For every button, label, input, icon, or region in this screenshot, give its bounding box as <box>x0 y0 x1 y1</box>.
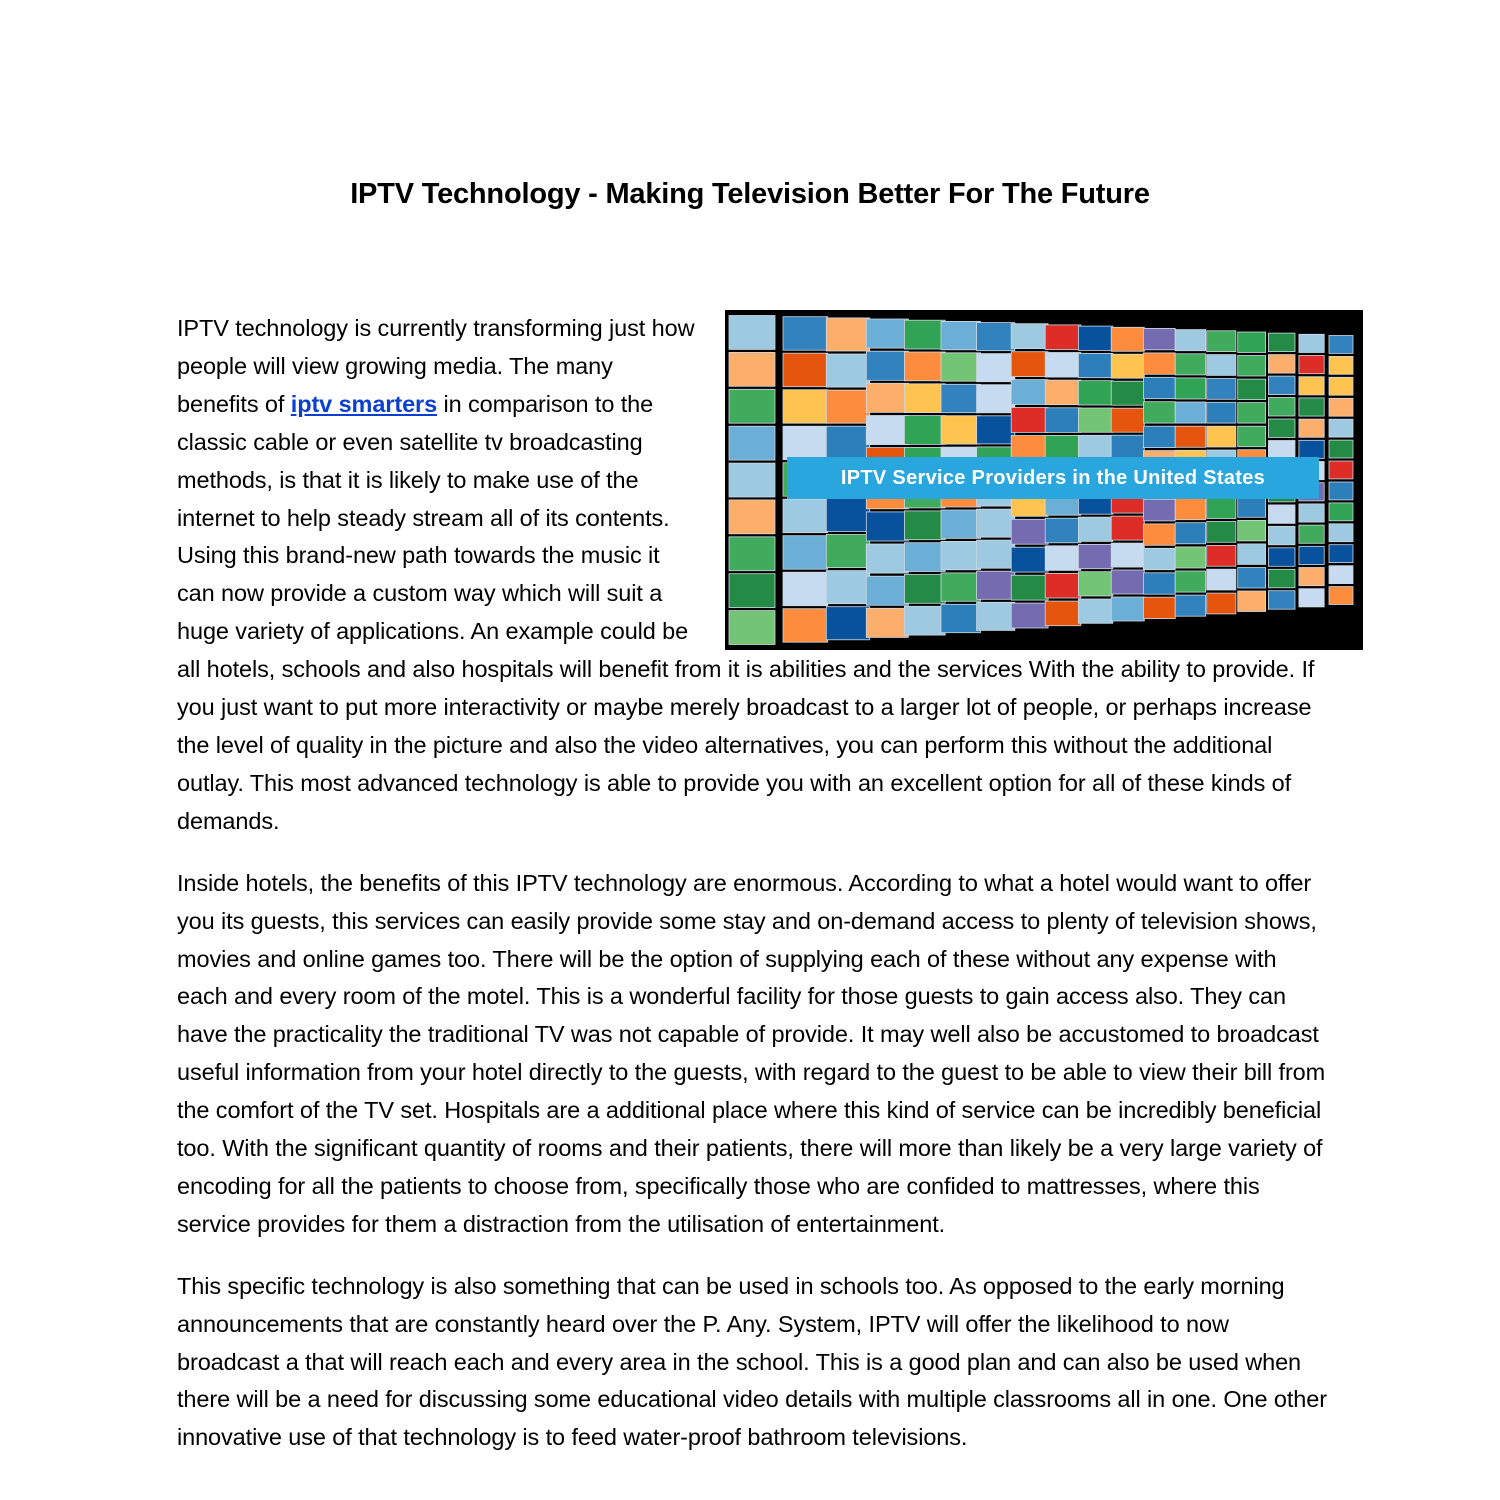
tv-screen-tile <box>1238 332 1266 353</box>
tv-screen-tile <box>1078 435 1112 459</box>
tv-screen-tile <box>1207 355 1236 376</box>
tv-screen-tile <box>1045 573 1081 598</box>
tv-screen-tile <box>1143 377 1175 398</box>
tv-screen-tile <box>1078 326 1112 350</box>
tv-screen-tile <box>866 383 908 412</box>
tv-screen-tile <box>826 354 869 387</box>
tv-screen-tile <box>1111 516 1144 540</box>
tv-screen-tile <box>1143 548 1175 569</box>
tv-screen-tile <box>1299 356 1324 374</box>
tv-screen-tile <box>977 385 1015 413</box>
tv-screen-tile <box>729 426 775 460</box>
tv-screen-tile <box>977 354 1015 382</box>
tv-screen-tile <box>1329 503 1353 521</box>
tv-screen-tile <box>1175 378 1206 399</box>
tv-screen-tile <box>941 416 981 444</box>
tv-screen-tile <box>1207 569 1236 590</box>
tv-screen-tile <box>1268 548 1295 567</box>
tv-screen-tile <box>1143 573 1175 594</box>
tv-screen-tile <box>866 544 908 573</box>
paragraph-3: This specific technology is also something that can be used in schools too. As opposed to the early morning announcements that are constantly heard over the P. Any. System, IPTV will offer the likelihood to now broadcast a that will reach each and every area in the school. This is a good plan and can also be used when there will be a need for discussing some educational video details with multiple classrooms all in one. One other innovative use of that technology is to feed water-proof bathroom televisions. <box>177 1272 1327 1451</box>
tv-screen-tile <box>783 536 828 570</box>
paragraph-1-text-end: in comparison to the classic cable or even satellite tv broadcasting methods, is that it is likely to make use of the internet to help steady stream all of its contents. Using this brand-new path towards the music it can now provide a custom way which will suit a huge variety of applications. An example could be all hotels, schools and also hospitals will benefit from it is abilities and the services With the ability to provide. If you just want to put more interactivity or maybe merely broadcast to a larger lot of people, or perhaps increase the level of quality in the picture and also the video alternatives, you can perform this without the additional outlay. This most advanced technology is able to provide you with an excellent option for all of these kinds of demands. <box>177 390 1315 834</box>
tv-screen-tile <box>783 353 828 387</box>
tv-screen-tile <box>1268 419 1295 438</box>
tv-screen-tile <box>1078 544 1112 568</box>
tv-screen-tile <box>1143 402 1175 423</box>
tv-screen-tile <box>977 571 1015 599</box>
tv-screen-tile <box>1011 547 1048 572</box>
tv-screen-tile <box>977 540 1015 568</box>
tv-screen-tile <box>1175 595 1206 616</box>
tv-screen-tile <box>904 352 945 381</box>
tv-screen-tile <box>1078 599 1112 623</box>
tv-screen-tile <box>729 500 775 534</box>
tv-screen-tile <box>1045 325 1081 350</box>
tv-screen-tile <box>1268 376 1295 395</box>
tv-screen-tile <box>783 317 828 351</box>
tv-screen-tile <box>1299 398 1324 416</box>
tv-screen-tile <box>904 606 945 635</box>
tv-screen-tile <box>783 609 828 643</box>
tv-screen-tile <box>1143 328 1175 349</box>
image-banner: IPTV Service Providers in the United States <box>787 457 1319 499</box>
tv-screen-tile <box>1078 353 1112 377</box>
tv-screen-tile <box>1143 426 1175 447</box>
tv-screen-tile <box>1045 408 1081 433</box>
tv-screen-tile <box>1143 524 1175 545</box>
tv-screen-tile <box>1175 354 1206 375</box>
tv-screen-tile <box>1175 402 1206 423</box>
paragraph-1-text-start: IPTV technology is currently transforming just how people will view growing media. The many benefits of <box>177 315 695 417</box>
tv-screen-tile <box>1329 336 1353 354</box>
tv-screen-tile <box>1111 327 1144 351</box>
tv-screen-tile <box>1329 377 1353 395</box>
tv-screen-tile <box>1011 352 1048 377</box>
tv-screen-tile <box>1207 498 1236 519</box>
tv-screen-tile <box>1045 353 1081 378</box>
tv-screen-tile <box>729 389 775 423</box>
tv-screen-tile <box>1011 519 1048 544</box>
tv-screen-tile <box>729 537 775 571</box>
tv-screen-tile <box>1111 435 1144 459</box>
tv-screen-tile <box>1175 426 1206 447</box>
tv-screen-tile <box>826 607 869 640</box>
tv-screen-tile <box>1329 419 1353 437</box>
tv-screen-tile <box>1111 354 1144 378</box>
tv-screen-tile <box>1238 426 1266 447</box>
tv-screen-tile <box>1268 505 1295 524</box>
tv-screen-tile <box>866 319 908 348</box>
tv-screen-tile <box>1329 545 1353 563</box>
tv-screen-tile <box>1299 589 1324 607</box>
tv-screen-tile <box>826 390 869 423</box>
tv-screen-tile <box>941 321 981 349</box>
tv-screen-tile <box>904 543 945 572</box>
tv-screen-tile <box>1078 408 1112 432</box>
tv-screen-tile <box>1268 398 1295 417</box>
tv-screen-tile <box>1078 381 1112 405</box>
tv-screen-tile <box>1238 379 1266 400</box>
tv-screen-tile <box>866 608 908 637</box>
tv-screen-tile <box>1329 482 1353 500</box>
tv-screen-tile <box>729 574 775 608</box>
tv-screen-tile <box>1175 499 1206 520</box>
tv-screen-tile <box>729 611 775 645</box>
tv-screen-tile <box>1268 569 1295 588</box>
tv-screen-tile <box>1207 426 1236 447</box>
tv-screen-tile <box>1299 419 1324 437</box>
tv-screen-tile <box>1045 380 1081 405</box>
tv-screen-tile <box>1238 568 1266 589</box>
tv-screen-tile <box>1299 525 1324 543</box>
tv-screen-tile <box>904 511 945 540</box>
tv-screen-tile <box>941 604 981 632</box>
tv-screen-tile <box>1011 380 1048 405</box>
tv-screen-tile <box>1268 591 1295 610</box>
tv-screen-tile <box>1111 543 1144 567</box>
tv-screen-tile <box>1238 356 1266 377</box>
tv-screen-tile <box>1143 500 1175 521</box>
tv-screen-tile <box>1045 546 1081 571</box>
tv-screen-tile <box>1111 570 1144 594</box>
tv-screen-tile <box>1175 571 1206 592</box>
tv-screen-tile <box>783 499 828 533</box>
tv-screen-tile <box>1268 526 1295 545</box>
tv-screen-tile <box>941 541 981 569</box>
tv-screen-tile <box>1143 353 1175 374</box>
tv-screen-tile <box>1329 356 1353 374</box>
tv-screen-tile <box>1238 497 1266 518</box>
tv-screen-tile <box>1329 524 1353 542</box>
tv-screen-tile <box>1329 461 1353 479</box>
tv-screen-tile <box>1011 575 1048 600</box>
tv-screen-tile <box>1299 504 1324 522</box>
tv-screen-tile <box>1011 603 1048 628</box>
tv-screen-tile <box>1111 408 1144 432</box>
tv-screen-tile <box>1175 523 1206 544</box>
tv-screen-tile <box>1045 518 1081 543</box>
tv-screen-tile <box>1329 587 1353 605</box>
tv-screen-tile <box>1045 601 1081 626</box>
tv-screen-tile <box>1143 597 1175 618</box>
tv-screen-tile <box>1268 355 1295 374</box>
tv-screen-tile <box>941 510 981 538</box>
tv-screen-tile <box>1238 591 1266 612</box>
paragraph-2: Inside hotels, the benefits of this IPTV technology are enormous. According to what a hotel would want to offer you its guests, this services can easily provide some stay and on-demand access to plenty of television shows, movies and online games too. There will be the option of supplying each of these without any expense with each and every room of the motel. This is a wonderful facility for those guests to gain access also. They can have the practicality the traditional TV was not capable of provide. It may well also be accustomed to broadcast useful information from your hotel directly to the guests, with regard to the guest to be able to view their bill from the comfort of the TV set. Hospitals are a additional place where this kind of service can be incredibly beneficial too. With the significant quantity of rooms and their patients, there will more than likely be a very large variety of encoding for all the patients to choose from, specifically those who are confided to mattresses, where this service provides for them a distraction from the utilisation of entertainment. <box>177 869 1326 1237</box>
tv-screen-tile <box>904 416 945 445</box>
tv-screen-tile <box>1207 593 1236 614</box>
tv-screen-tile <box>866 351 908 380</box>
tv-screen-tile <box>1299 568 1324 586</box>
tv-screen-tile <box>826 535 869 568</box>
tv-screen-tile <box>1078 572 1112 596</box>
tv-screen-tile <box>729 352 775 386</box>
tv-screen-tile <box>826 498 869 531</box>
tv-screen-tile <box>977 602 1015 630</box>
tv-screen-tile <box>1011 324 1048 349</box>
tv-screen-tile <box>1175 330 1206 351</box>
tv-screen-tile <box>1111 597 1144 621</box>
tv-screen-tile <box>783 572 828 606</box>
tv-screen-tile <box>1111 381 1144 405</box>
tv-screen-tile <box>977 416 1015 444</box>
tv-screen-tile <box>977 509 1015 537</box>
tv-screen-tile <box>941 573 981 601</box>
tv-screen-tile <box>977 323 1015 351</box>
tv-screen-tile <box>904 384 945 413</box>
tv-screen-tile <box>729 463 775 497</box>
tv-screen-tile <box>1207 379 1236 400</box>
document-title: IPTV Technology - Making Television Better For The Future <box>350 178 1150 210</box>
tv-screen-tile <box>729 316 775 350</box>
tv-screen-tile <box>826 571 869 604</box>
tv-screen-tile <box>783 426 828 460</box>
tv-screen-tile <box>904 575 945 604</box>
tv-screen-tile <box>1299 546 1324 564</box>
tv-screen-tile <box>1207 545 1236 566</box>
tv-screen-tile <box>1011 408 1048 433</box>
tv-screen-tile <box>1238 544 1266 565</box>
iptv-smarters-link[interactable]: iptv smarters <box>290 390 438 417</box>
tv-screen-tile <box>1207 402 1236 423</box>
tv-screen-tile <box>1268 333 1295 352</box>
tv-screen-tile <box>1175 547 1206 568</box>
tv-screen-tile <box>826 318 869 351</box>
tv-screen-tile <box>1329 398 1353 416</box>
tv-screen-tile <box>1078 517 1112 541</box>
tv-screen-tile <box>904 320 945 349</box>
tv-screen-tile <box>1238 403 1266 424</box>
tv-screen-tile <box>866 576 908 605</box>
tv-screen-tile <box>1238 520 1266 541</box>
tv-screen-tile <box>1207 522 1236 543</box>
tv-screen-tile <box>941 353 981 381</box>
tv-screen-tile <box>1299 334 1324 352</box>
tv-wall-image <box>725 310 1363 650</box>
tv-screen-tile <box>783 390 828 424</box>
tv-screen-tile <box>866 512 908 541</box>
tv-screen-tile <box>1207 331 1236 352</box>
tv-screen-tile <box>941 384 981 412</box>
tv-screen-tile <box>1299 377 1324 395</box>
tv-screen-tile <box>1329 440 1353 458</box>
document-body <box>177 310 1327 1481</box>
tv-screen-tile <box>866 416 908 445</box>
tv-screen-tile <box>826 426 869 459</box>
tv-screen-tile <box>1329 566 1353 584</box>
tv-screen-tile <box>1299 440 1324 458</box>
